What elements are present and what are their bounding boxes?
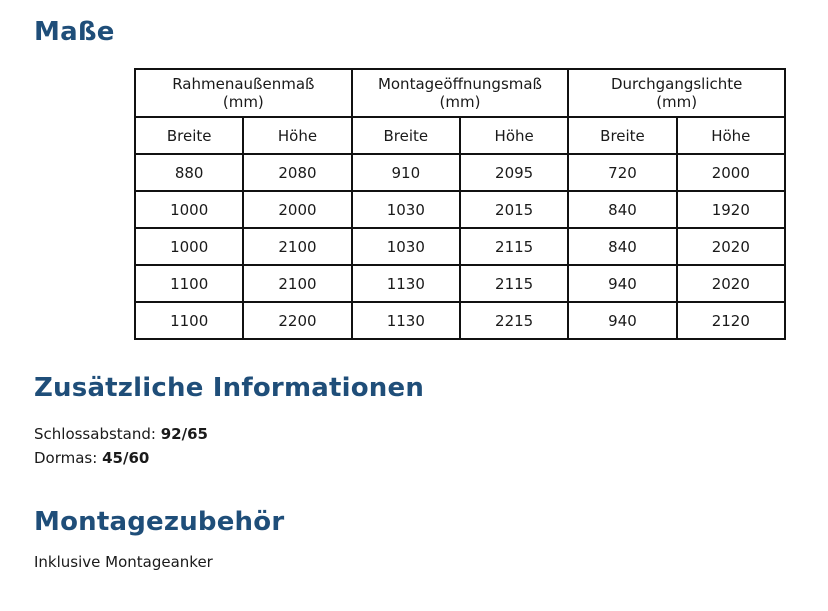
subheader-cell: Höhe	[243, 117, 351, 154]
table-cell: 840	[568, 191, 676, 228]
table-cell: 2100	[243, 265, 351, 302]
table-cell: 2080	[243, 154, 351, 191]
table-cell: 940	[568, 302, 676, 339]
table-cell: 2015	[460, 191, 568, 228]
table-cell: 1000	[135, 228, 243, 265]
montagezubehoer-text: Inklusive Montageanker	[34, 553, 213, 571]
table-row	[135, 191, 785, 228]
table-row	[135, 228, 785, 265]
section-heading-montage: Montagezubehör	[34, 507, 285, 537]
table-cell: 2115	[460, 265, 568, 302]
table-subheader-row	[135, 117, 785, 154]
table-cell: 720	[568, 154, 676, 191]
table-cell: 2120	[677, 302, 785, 339]
group-header-rahmenaussenmass	[135, 69, 352, 117]
table-cell: 1030	[352, 191, 460, 228]
table-cell: 940	[568, 265, 676, 302]
table-cell: 2095	[460, 154, 568, 191]
table-row	[135, 302, 785, 339]
group-header-durchgangslichte	[568, 69, 785, 117]
group-header-label: Rahmenaußenmaß	[172, 75, 315, 93]
table-group-header-row	[135, 69, 785, 117]
table-cell: 2000	[243, 191, 351, 228]
info-line-schlossabstand	[34, 425, 208, 443]
table-cell: 840	[568, 228, 676, 265]
table-cell: 2000	[677, 154, 785, 191]
table-cell: 1100	[135, 265, 243, 302]
table-row	[135, 265, 785, 302]
table-cell: 1130	[352, 265, 460, 302]
table-cell: 2020	[677, 228, 785, 265]
table-cell: 1920	[677, 191, 785, 228]
group-header-unit: (mm)	[656, 93, 698, 111]
section-heading-masse: Maße	[34, 17, 115, 47]
table-cell: 880	[135, 154, 243, 191]
info-value-schlossabstand: 92/65	[160, 425, 208, 443]
table-cell: 2215	[460, 302, 568, 339]
group-header-label: Montageöffnungsmaß	[377, 75, 543, 93]
info-value-dormas: 45/60	[102, 449, 150, 467]
subheader-cell: Höhe	[677, 117, 785, 154]
info-line-dormas	[34, 449, 149, 467]
table-row	[135, 154, 785, 191]
table-cell: 1030	[352, 228, 460, 265]
section-heading-zusatz: Zusätzliche Informationen	[34, 373, 425, 403]
table-cell: 2115	[460, 228, 568, 265]
group-header-label: Durchgangslichte	[610, 75, 743, 93]
group-header-montageoeffnungsmass	[352, 69, 569, 117]
table-cell: 2200	[243, 302, 351, 339]
table-cell: 910	[352, 154, 460, 191]
table-cell: 2020	[677, 265, 785, 302]
table-cell: 1130	[352, 302, 460, 339]
subheader-cell: Höhe	[460, 117, 568, 154]
info-label-dormas: Dormas:	[34, 449, 98, 467]
subheader-cell: Breite	[352, 117, 460, 154]
dimensions-table	[134, 68, 786, 340]
group-header-unit: (mm)	[439, 93, 481, 111]
info-label-schlossabstand: Schlossabstand:	[34, 425, 156, 443]
subheader-cell: Breite	[568, 117, 676, 154]
group-header-unit: (mm)	[222, 93, 264, 111]
table-cell: 2100	[243, 228, 351, 265]
table-cell: 1100	[135, 302, 243, 339]
subheader-cell: Breite	[135, 117, 243, 154]
table-cell: 1000	[135, 191, 243, 228]
